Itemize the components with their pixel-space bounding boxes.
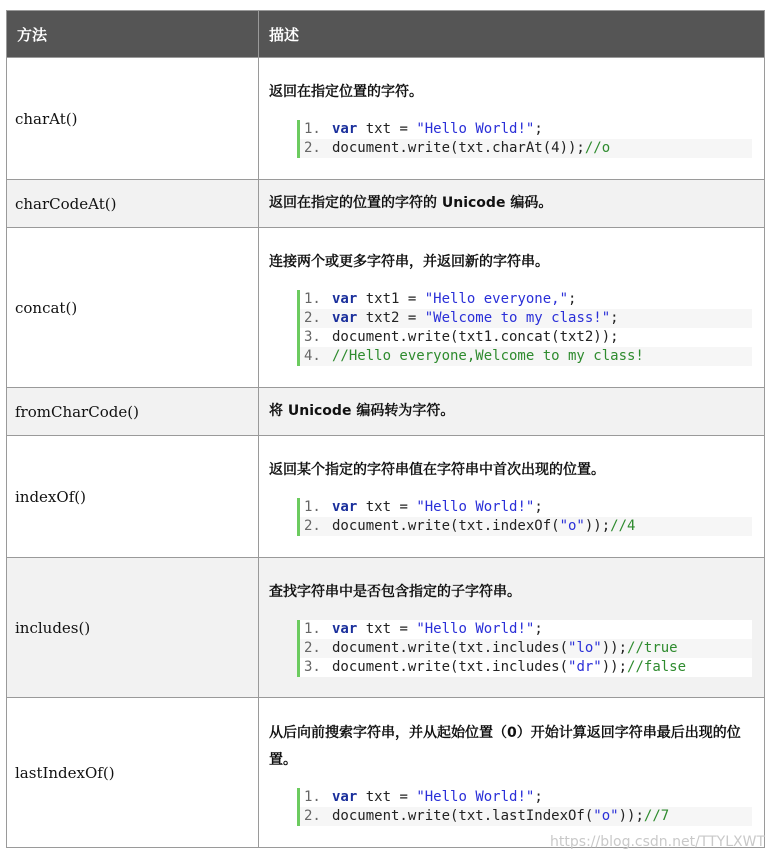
code-token: var [332,310,358,326]
code-token: var [332,788,358,805]
code-line [300,309,752,328]
code-token: txt2 = [357,310,425,326]
code-token: )); [584,518,611,534]
line-number: 2. [304,807,321,824]
code-token: //false [627,658,687,675]
code-token: txt = [357,499,417,515]
method-name: indexOf() [7,436,259,558]
line-number: 1. [304,121,321,137]
code-token: "Welcome to my class!" [424,310,611,326]
table-row [7,228,765,388]
line-number: 3. [304,658,321,675]
method-description-cell [259,388,765,436]
code-token: document.write(txt.includes( [332,639,569,656]
code-token: //Hello everyone,Welcome to my class! [332,348,644,364]
code-block [297,290,752,366]
code-token: ; [610,310,619,326]
code-token: ; [534,499,543,515]
code-line [300,498,752,517]
code-block [297,620,752,677]
method-description: 返回在指定位置的字符。 [269,84,423,100]
table-row [7,558,765,698]
code-line [300,658,752,677]
code-line [300,807,752,826]
code-token: //7 [643,807,670,824]
code-token: var [332,499,358,515]
method-description: 连接两个或更多字符串，并返回新的字符串。 [269,254,549,270]
code-line [300,347,752,366]
method-description: 返回在指定的位置的字符的 Unicode 编码。 [269,195,553,211]
header-row [7,11,765,58]
code-token: var [332,620,358,637]
code-token: txt = [357,620,417,637]
code-token: document.write(txt.includes( [332,658,569,675]
line-number: 2. [304,639,321,656]
code-block [297,498,752,536]
method-description-cell [259,180,765,228]
method-description-cell [259,558,765,698]
method-description: 从后向前搜索字符串，并从起始位置（0）开始计算返回字符串最后出现的位置。 [269,724,741,768]
line-number: 1. [304,291,321,307]
code-token: var [332,291,358,307]
method-name: charCodeAt() [7,180,259,228]
line-number: 1. [304,788,321,805]
method-description: 将 Unicode 编码转为字符。 [269,403,455,419]
line-number: 2. [304,140,321,156]
code-token: "Hello World!" [416,620,535,637]
code-line [300,328,752,347]
table-row [7,180,765,228]
table-row [7,388,765,436]
table-row [7,58,765,180]
method-description: 返回某个指定的字符串值在字符串中首次出现的位置。 [269,462,605,478]
code-token: document.write(txt.charAt(4)); [332,140,585,156]
code-line [300,639,752,658]
code-block [297,788,752,826]
code-token: //true [627,639,678,656]
code-token: "o" [559,518,585,534]
method-description-cell [259,58,765,180]
code-token: var [332,121,358,137]
code-line [300,120,752,139]
method-name: charAt() [7,58,259,180]
code-token: "dr" [568,658,602,675]
code-token: txt1 = [357,291,425,307]
method-description: 查找字符串中是否包含指定的子字符串。 [269,583,521,600]
method-name: lastIndexOf() [7,698,259,848]
method-description-cell [259,698,765,848]
line-number: 1. [304,620,321,637]
description-column-header: 描述 [259,11,765,58]
table-row [7,698,765,848]
code-token: txt = [357,788,417,805]
code-line [300,620,752,639]
code-token: )); [618,807,644,824]
code-token: document.write(txt1.concat(txt2)); [332,329,619,345]
code-line [300,139,752,158]
code-line [300,290,752,309]
code-token: "Hello everyone," [424,291,569,307]
table-row [7,436,765,558]
code-token: "o" [593,807,619,824]
method-name: includes() [7,558,259,698]
line-number: 3. [304,329,321,345]
line-number: 4. [304,348,321,364]
code-token: ; [534,788,543,805]
code-block [297,120,752,158]
methods-table [6,10,765,848]
code-token: txt = [357,121,417,137]
code-token: ; [534,620,543,637]
watermark: https://blog.csdn.net/TTYLXWT [550,834,765,850]
code-token: ; [568,291,577,307]
method-name: concat() [7,228,259,388]
code-token: //4 [610,518,636,534]
code-token: document.write(txt.lastIndexOf( [332,807,594,824]
method-description-cell [259,436,765,558]
code-line [300,517,752,536]
code-token: document.write(txt.indexOf( [332,518,560,534]
code-token: "Hello World!" [416,788,535,805]
code-token: "Hello World!" [416,499,535,515]
method-column-header: 方法 [7,11,259,58]
method-name: fromCharCode() [7,388,259,436]
method-description-cell [259,228,765,388]
code-token: "Hello World!" [416,121,535,137]
code-token: ; [534,121,543,137]
code-token: "lo" [568,639,602,656]
code-token: //o [584,140,611,156]
code-token: )); [601,658,628,675]
code-line [300,788,752,807]
line-number: 2. [304,518,321,534]
code-token: )); [601,639,628,656]
line-number: 1. [304,499,321,515]
line-number: 2. [304,310,321,326]
